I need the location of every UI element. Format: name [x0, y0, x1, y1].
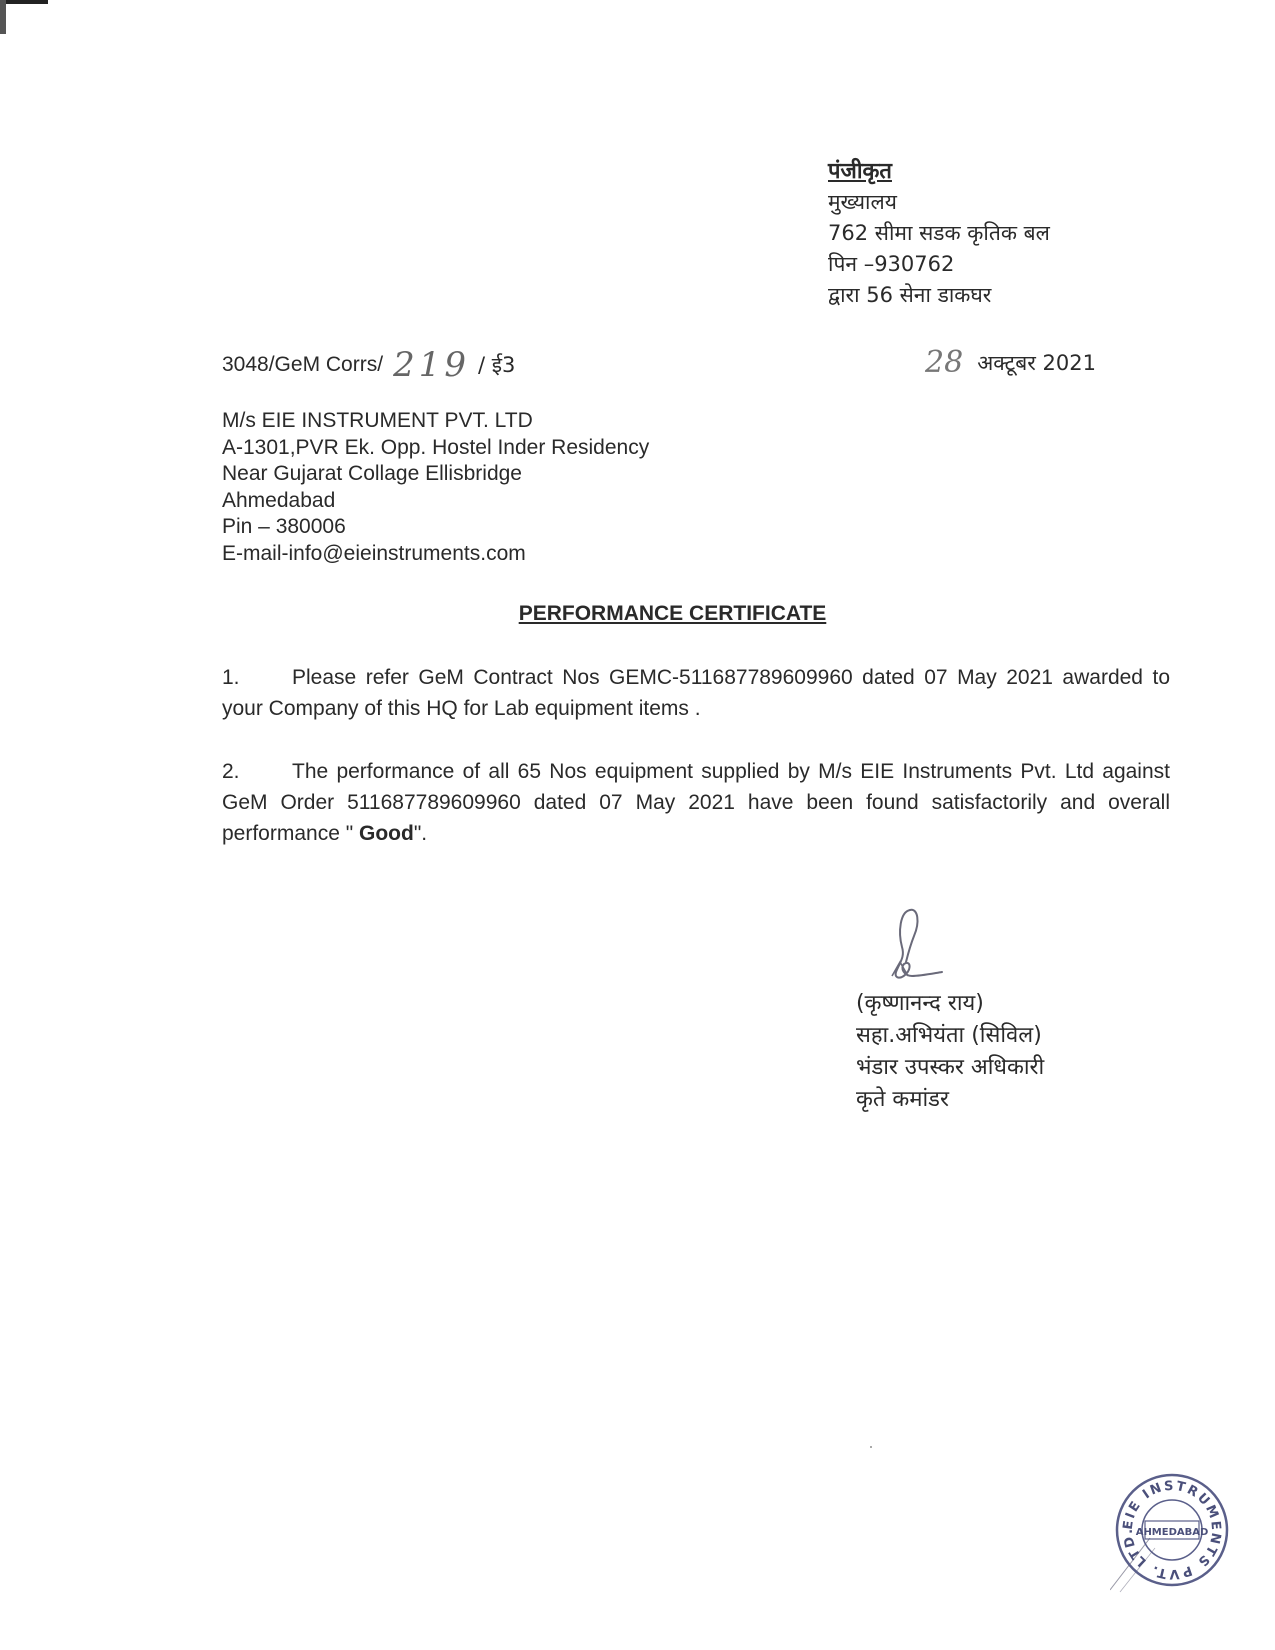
handwritten-day: 28 — [925, 345, 964, 380]
certificate-title: PERFORMANCE CERTIFICATE — [518, 602, 827, 625]
scan-edge-left — [0, 0, 6, 34]
address-line: द्वारा 56 सेना डाकघर — [828, 283, 992, 307]
recipient-line: Near Gujarat Collage Ellisbridge — [222, 462, 522, 485]
paragraph-text: The performance of all 65 Nos equipment supplied by M/s EIE Instruments Pvt. Ltd against GeM Order 511687789609960 dated 07 May 2021 have been found satisfactorily and overall performance " — [222, 760, 1170, 845]
paragraph-text-end: ". — [413, 822, 428, 845]
reference-prefix: 3048/GeM Corrs/ — [222, 353, 384, 376]
recipient-line: A-1301,PVR Ek. Opp. Hostel Inder Residency — [222, 435, 650, 459]
sender-address-block — [828, 156, 1050, 311]
address-line: मुख्यालय — [828, 190, 897, 214]
performance-rating: Good — [359, 822, 414, 845]
paragraph-2 — [222, 756, 1170, 849]
paragraph-1 — [222, 662, 1170, 724]
handwritten-signature — [870, 902, 950, 992]
recipient-line: M/s EIE INSTRUMENT PVT. LTD — [222, 409, 533, 432]
recipient-line: Ahmedabad — [222, 488, 336, 512]
company-seal-stamp — [1110, 1468, 1235, 1593]
address-line: पिन –930762 — [828, 252, 955, 276]
svg-text:AHMEDABAD: AHMEDABAD — [1135, 1527, 1209, 1538]
reference-suffix: / ई3 — [477, 353, 516, 377]
signatory-on-behalf: कृते कमांडर — [856, 1087, 949, 1112]
paragraph-text: Please refer GeM Contract Nos GEMC-511687789609960 dated 07 May 2021 awarded to your Company of this HQ for Lab equipment items . — [222, 666, 1170, 720]
date-line — [925, 345, 1096, 380]
scan-speck — [870, 1446, 872, 1448]
signatory-designation: सहा.अभियंता (सिविल) — [856, 1023, 1042, 1048]
recipient-email: E-mail-info@eieinstruments.com — [222, 541, 526, 565]
handwritten-reference-number: 219 — [393, 345, 470, 385]
signatory-name: (कृष्णानन्द राय) — [856, 991, 984, 1016]
svg-text:EIE INSTRUMENTS PVT. LTD.: EIE INSTRUMENTS PVT. LTD. — [1120, 1478, 1224, 1582]
date-month-year: अक्टूबर 2021 — [977, 350, 1096, 375]
signatory-role: भंडार उपस्कर अधिकारी — [856, 1055, 1045, 1080]
scan-edge — [0, 0, 48, 4]
address-line: 762 सीमा सडक कृतिक बल — [828, 221, 1050, 245]
recipient-line: Pin – 380006 — [222, 515, 346, 538]
signatory-block — [856, 988, 1044, 1116]
recipient-address-block — [222, 408, 649, 567]
paragraph-number: 2. — [222, 760, 240, 783]
registered-heading: पंजीकृत — [828, 159, 892, 184]
reference-line — [222, 345, 515, 385]
paragraph-number: 1. — [222, 666, 240, 689]
